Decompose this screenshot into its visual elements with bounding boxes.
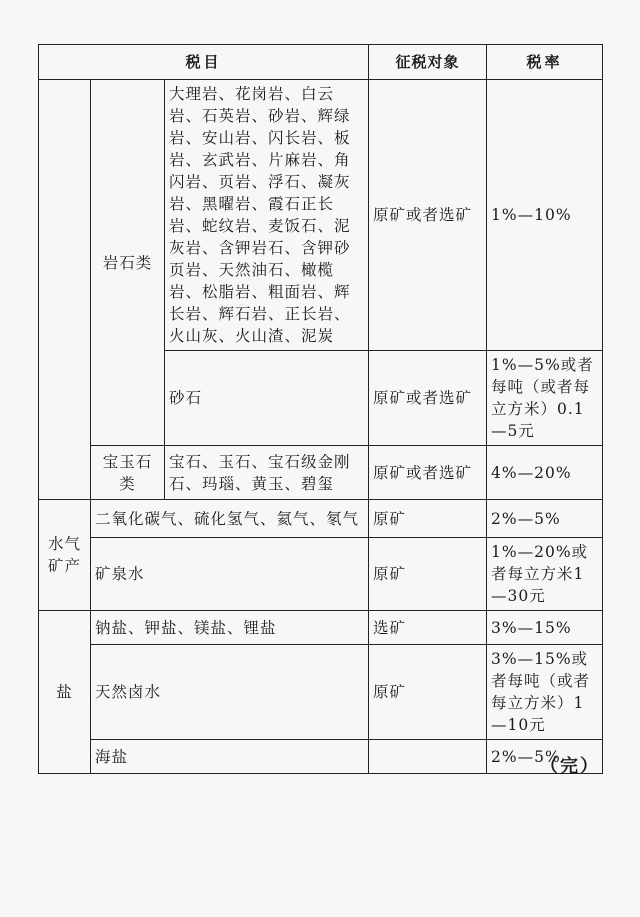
- header-item: 税目: [39, 45, 369, 80]
- item-cell: 宝石、玉石、宝石级金刚石、玛瑙、黄玉、碧玺: [165, 446, 369, 500]
- resource-tax-table: [38, 44, 603, 774]
- rate-cell: 2%—5%: [487, 740, 603, 774]
- object-cell: [369, 740, 487, 774]
- table-row: [39, 446, 603, 500]
- table-row: [39, 538, 603, 611]
- header-object: 征税对象: [369, 45, 487, 80]
- table-row: [39, 645, 603, 740]
- rate-cell: 1%—10%: [487, 80, 603, 351]
- object-cell: 原矿或者选矿: [369, 351, 487, 446]
- object-cell: 原矿或者选矿: [369, 446, 487, 500]
- item-cell: 二氧化碳气、硫化氢气、氦气、氡气: [91, 500, 369, 538]
- rate-cell: 1%—20%或者每立方米1—30元: [487, 538, 603, 611]
- object-cell: 原矿: [369, 500, 487, 538]
- table-header-row: [39, 45, 603, 80]
- end-mark: （完）: [540, 756, 600, 777]
- item-cell: 钠盐、钾盐、镁盐、锂盐: [91, 611, 369, 645]
- object-cell: 原矿或者选矿: [369, 80, 487, 351]
- subcategory-cell: 岩石类: [91, 80, 165, 446]
- item-cell: 矿泉水: [91, 538, 369, 611]
- table-row: [39, 740, 603, 774]
- item-cell: 天然卤水: [91, 645, 369, 740]
- item-cell: 砂石: [165, 351, 369, 446]
- table-row: [39, 611, 603, 645]
- rate-cell: 2%—5%: [487, 500, 603, 538]
- table-row: [39, 80, 603, 351]
- rate-cell: 3%—15%或者每吨（或者每立方米）1—10元: [487, 645, 603, 740]
- item-cell: 大理岩、花岗岩、白云岩、石英岩、砂岩、辉绿岩、安山岩、闪长岩、板岩、玄武岩、片麻岩、角闪岩、页岩、浮石、凝灰岩、黑曜岩、霞石正长岩、蛇纹岩、麦饭石、泥灰岩、含钾岩石、含钾砂页岩、天然油石、橄榄岩、松脂岩、粗面岩、辉长岩、辉石岩、正长岩、火山灰、火山渣、泥炭: [165, 80, 369, 351]
- header-rate: 税率: [487, 45, 603, 80]
- table-row: [39, 500, 603, 538]
- rate-cell: 3%—15%: [487, 611, 603, 645]
- object-cell: 选矿: [369, 611, 487, 645]
- rate-cell: 1%—5%或者每吨（或者每立方米）0.1—5元: [487, 351, 603, 446]
- category-cell: 水气矿产: [39, 500, 91, 611]
- category-cell-rock: [39, 80, 91, 500]
- rate-cell: 4%—20%: [487, 446, 603, 500]
- category-cell: 盐: [39, 611, 91, 774]
- subcategory-cell: 宝玉石类: [91, 446, 165, 500]
- object-cell: 原矿: [369, 538, 487, 611]
- item-cell: 海盐: [91, 740, 369, 774]
- object-cell: 原矿: [369, 645, 487, 740]
